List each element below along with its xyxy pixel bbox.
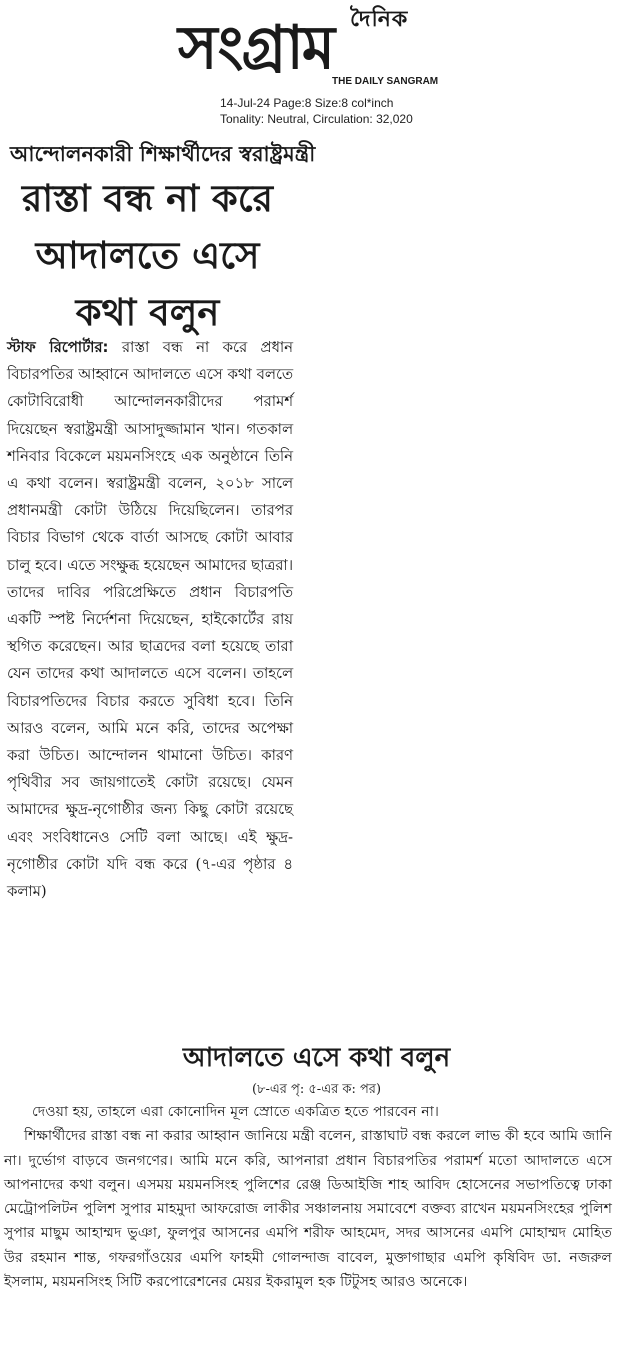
- continuation-article: [0, 1038, 633, 1355]
- article-body: [7, 334, 293, 905]
- masthead: [0, 0, 633, 126]
- article-body-text: রাস্তা বন্ধ না করে প্রধান বিচারপতির আহ্বানে আদালতে এসে কথা বলতে কোটাবিরোধী আন্দোলনকারীদের পরামর্শ দিয়েছেন স্বরাষ্ট্রমন্ত্রী আসাদুজ্জামান খান। গতকাল শনিবার বিকেলে ময়মনসিংহে এক অনুষ্ঠানে তিনি এ কথা বলেন। স্বরাষ্ট্রমন্ত্রী বলেন, ২০১৮ সালে প্রধানমন্ত্রী কোটা উঠিয়ে দিয়েছিলেন। তারপর বিচার বিভাগ থেকে বার্তা আসছে কোটা আবার চালু হবে। এতে সংক্ষুব্ধ হয়েছেন আমাদের ছাত্ররা। তাদের দাবির পরিপ্রেক্ষিতে প্রধান বিচারপতি একটি স্পষ্ট নির্দেশনা দিয়েছেন, হাইকোর্টের রায় স্থগিত করেছেন। আর ছাত্রদের বলা হয়েছে তারা যেন তাদের কথা আদালতে এসে বলেন। তাহলে বিচারপতিদের বিচার করতে সুবিধা হবে। তিনি আরও বলেন, আমি মনে করি, তাদের অপেক্ষা করা উচিত। আন্দোলন থামানো উচিত। কারণ পৃথিবীর সব জায়গাতেই কোটা রয়েছে। যেমন আমাদের ক্ষুদ্র-নৃগোষ্ঠীর জন্য কিছু কোটা রয়েছে এবং সংবিধানেও সেটি বলা আছে। এই ক্ষুদ্র-নৃগোষ্ঠীর কোটা যদি বন্ধ করে (৭-এর পৃষ্ঠার ৪ কলাম): [7, 339, 293, 901]
- newspaper-logo: সংগ্রাম: [178, 13, 334, 83]
- article-kicker: আন্দোলনকারী শিক্ষার্থীদের স্বরাষ্ট্রমন্ত্রী: [10, 142, 316, 166]
- continuation-paragraph-2: শিক্ষার্থীদের রাস্তা বন্ধ না করার আহ্বান জানিয়ে মন্ত্রী বলেন, রাস্তাঘাট বন্ধ করলে লাভ কী হবে আমি জানি না। দুর্ভোগ বাড়বে জনগণের। আমি মনে করি, আপনারা প্রধান বিচারপতির পরামর্শ মতো আদালতে এসে আপনাদের কথা বলুন। এসময় ময়মনসিংহ পুলিশের রেঞ্জ ডিআইজি শাহ আবিদ হোসেনের সভাপতিত্বে ঢাকা মেট্রোপলিটন পুলিশ সুপার মাহমুদা আফরোজ লাকীর সঞ্চালনায় সমাবেশে বক্তব্য রাখেন ময়মনসিংহের পুলিশ সুপার মাছুম আহাম্মদ ভুঞা, ফুলপুর আসনের এমপি শরীফ আহমেদ, সদর আসনের এমপি মোহাম্মদ মোহিত উর রহমান শান্ত, গফরগাঁওয়ের এমপি ফাহমী গোলন্দাজ বাবেল, মুক্তাগাছার এমপি কৃষিবিদ ডা. নজরুল ইসলাম, ময়মনসিংহ সিটি করপোরেশনের মেয়র ইকরামুল হক টিটুসহ আরও অনেকে।: [4, 1128, 612, 1291]
- newspaper-logo-subtitle: THE DAILY SANGRAM: [332, 76, 439, 87]
- continuation-body: [4, 1100, 612, 1294]
- continuation-paragraph-1: দেওয়া হয়, তাহলে এরা কোনোদিন মূল স্রোতে একত্রিত হতে পারবেন না।: [32, 1104, 439, 1120]
- newspaper-dainik-label: দৈনিক: [350, 7, 409, 32]
- continuation-headline: আদালতে এসে কথা বলুন: [182, 1043, 451, 1073]
- clipping-meta-tonality: Tonality: Neutral, Circulation: 32,020: [220, 112, 413, 126]
- clipping-meta-date-size: 14-Jul-24 Page:8 Size:8 col*inch: [220, 96, 394, 110]
- article-headline: রাস্তা বন্ধ না করে আদালতে এসে কথা বলুন: [22, 177, 273, 334]
- article-byline: স্টাফ রিপোর্টার:: [7, 339, 109, 356]
- continuation-reference: (৮-এর পৃ: ৫-এর ক: পর): [251, 1082, 382, 1097]
- main-article: [0, 130, 633, 1030]
